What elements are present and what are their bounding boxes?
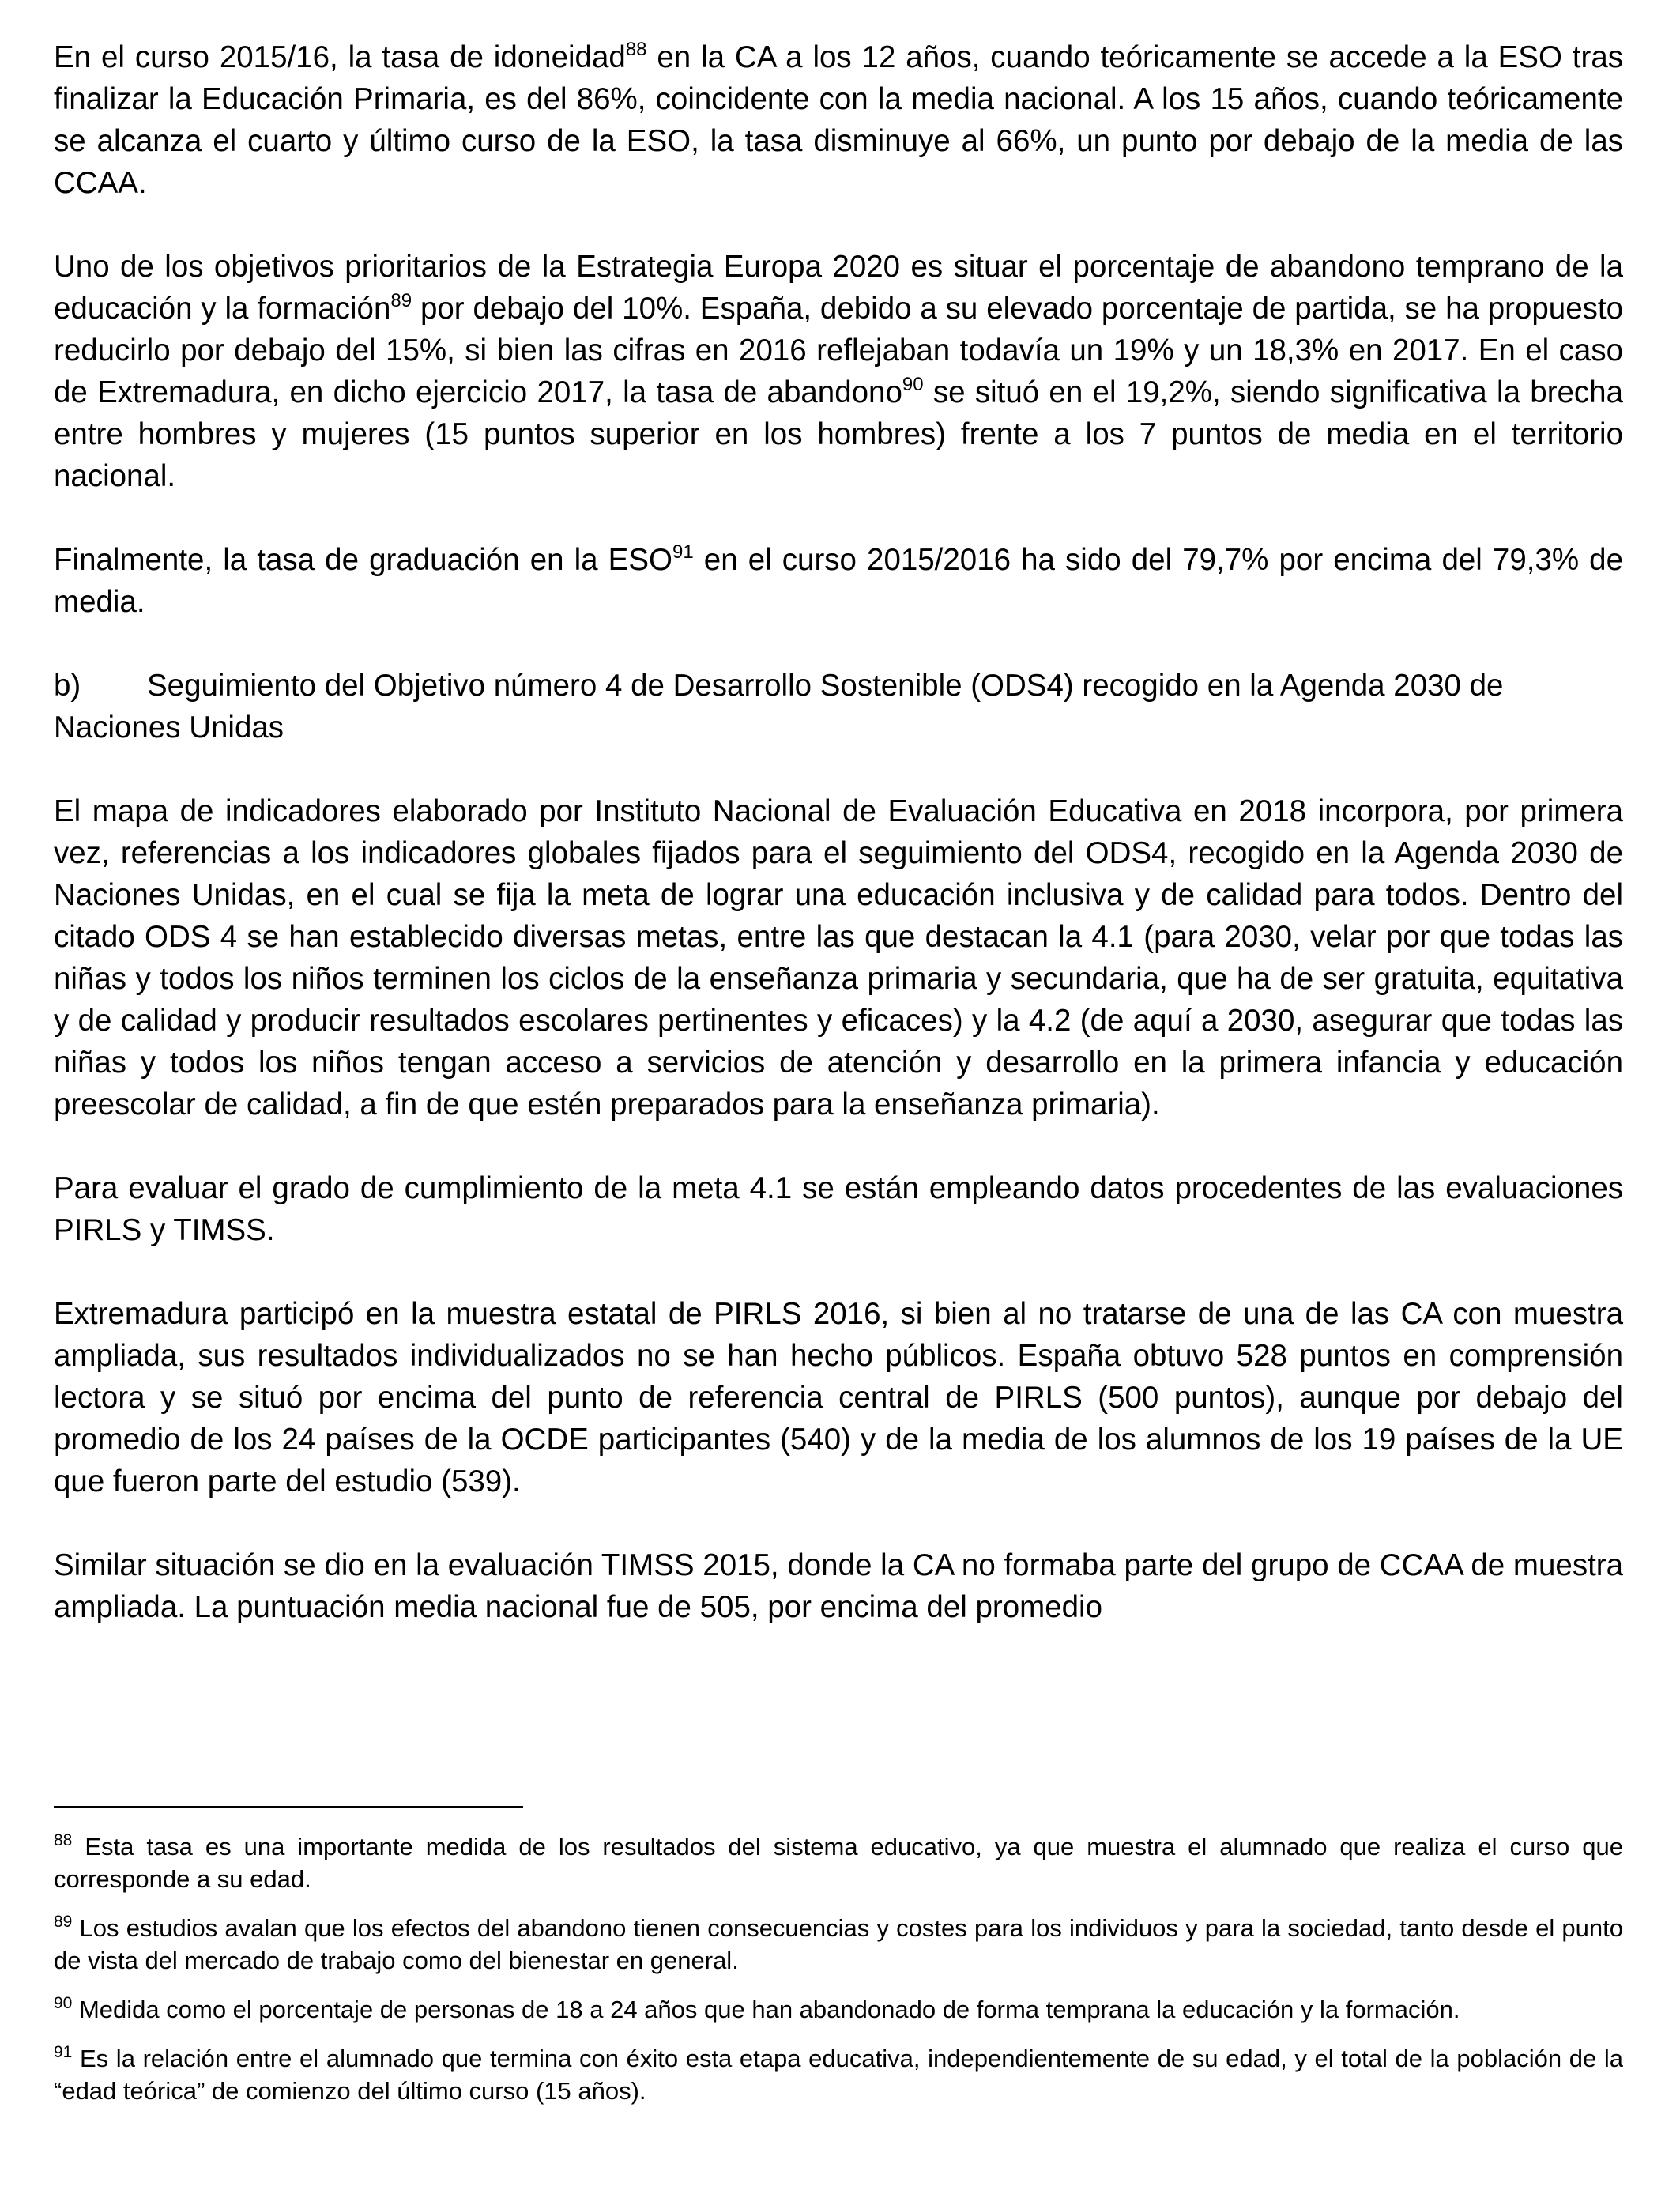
paragraph-text: Finalmente, la tasa de graduación en la ESO xyxy=(54,543,672,577)
section-letter: b) xyxy=(54,669,81,703)
footnote-ref-90[interactable]: 90 xyxy=(902,374,924,395)
footnote-text: Es la relación entre el alumnado que termina con éxito esta etapa educativa, independientemente de su edad, y el total de la población de la “edad teórica” de comienzo del último curso (15 años). xyxy=(54,2045,1623,2105)
paragraph-graduacion xyxy=(54,539,1623,623)
paragraph-text: en la CA a los 12 años, cuando teóricamente se accede a la ESO tras finalizar la Educación Primaria, es del 86%, coincidente con la media nacional. A los 15 años, cuando teóricamente se alcanza el cuarto y último curso de la ESO, la tasa disminuye al 66%, un punto por debajo de la media de las CCAA. xyxy=(54,40,1623,200)
footnotes xyxy=(54,1830,1623,2124)
footnote-text: Los estudios avalan que los efectos del abandono tienen consecuencias y costes para los individuos y para la sociedad, tanto desde el punto de vista del mercado de trabajo como del bienestar en general. xyxy=(54,1914,1623,1974)
footnote-ref-91[interactable]: 91 xyxy=(672,541,694,563)
paragraph-text: En el curso 2015/16, la tasa de idoneidad xyxy=(54,40,626,74)
footnote-text: Esta tasa es una importante medida de los resultados del sistema educativo, ya que muestra el alumnado que realiza el curso que corresponde a su edad. xyxy=(54,1833,1623,1893)
paragraph-text: Uno de los objetivos prioritarios de la Estrategia Europa 2020 es situar el porcentaje de abandono temprano de la educación y la formación xyxy=(54,250,1623,326)
section-heading-b xyxy=(54,665,1623,748)
footnote-90 xyxy=(54,1993,1623,2026)
paragraph-mapa-indicadores: El mapa de indicadores elaborado por Instituto Nacional de Evaluación Educativa en 2018 incorpora, por primera vez, referencias a los indicadores globales fijados para el seguimiento del ODS4, recogido en la Agenda 2030 de Naciones Unidas, en el cual se fija la meta de lograr una educación inclusiva y de calidad para todos. Dentro del citado ODS 4 se han establecido diversas metas, entre las que destacan la 4.1 (para 2030, velar por que todas las niñas y todos los niños terminen los ciclos de la enseñanza primaria y secundaria, que ha de ser gratuita, equitativa y de calidad y producir resultados escolares pertinentes y eficaces) y la 4.2 (de aquí a 2030, asegurar que todas las niñas y todos los niños tengan acceso a servicios de atención y desarrollo en la primera infancia y educación preescolar de calidad, a fin de que estén preparados para la enseñanza primaria). xyxy=(54,794,1623,1122)
paragraph-text: se situó en el 19,2%, siendo significativa la brecha entre hombres y mujeres (15 puntos superior en los hombres) frente a los 7 puntos de media en el territorio nacional. xyxy=(54,375,1623,493)
paragraph-idoneidad xyxy=(54,36,1623,204)
body-text xyxy=(54,36,1623,1628)
paragraph-abandono xyxy=(54,246,1623,497)
footnote-91 xyxy=(54,2042,1623,2107)
paragraph-pirls: Extremadura participó en la muestra estatal de PIRLS 2016, si bien al no tratarse de una de las CA con muestra ampliada, sus resultados individualizados no se han hecho públicos. España obtuvo 528 puntos en comprensión lectora y se situó por encima del punto de referencia central de PIRLS (500 puntos), aunque por debajo del promedio de los 24 países de la OCDE participantes (540) y de la media de los alumnos de los 19 países de la UE que fueron parte del estudio (539). xyxy=(54,1297,1623,1498)
footnote-number: 90 xyxy=(54,1994,73,2012)
footnote-88 xyxy=(54,1830,1623,1895)
footnote-text: Medida como el porcentaje de personas de 18 a 24 años que han abandonado de forma temprana la educación y la formación. xyxy=(72,1996,1460,2023)
footnote-ref-88[interactable]: 88 xyxy=(625,39,647,60)
footnote-number: 91 xyxy=(54,2043,73,2061)
footnote-number: 88 xyxy=(54,1831,73,1849)
paragraph-text: en el curso 2015/2016 ha sido del 79,7% por encima del 79,3% de media. xyxy=(54,543,1624,619)
footnote-ref-89[interactable]: 89 xyxy=(390,290,412,311)
section-title: Seguimiento del Objetivo número 4 de Desarrollo Sostenible (ODS4) recogido en la Agenda 2030 de Naciones Unidas xyxy=(54,669,1504,745)
footnote-number: 89 xyxy=(54,1913,73,1931)
footnote-89 xyxy=(54,1912,1623,1977)
footnote-separator xyxy=(54,1806,523,1808)
paragraph-meta-4-1: Para evaluar el grado de cumplimiento de la meta 4.1 se están empleando datos procedentes de las evaluaciones PIRLS y TIMSS. xyxy=(54,1171,1623,1247)
paragraph-timss: Similar situación se dio en la evaluación TIMSS 2015, donde la CA no formaba parte del grupo de CCAA de muestra ampliada. La puntuación media nacional fue de 505, por encima del promedio xyxy=(54,1548,1623,1624)
paragraph-text: por debajo del 10%. España, debido a su elevado porcentaje de partida, se ha propuesto reducirlo por debajo del 15%, si bien las cifras en 2016 reflejaban todavía un 19% y un 18,3% en 2017. En el caso de Extremadura, en dicho ejercicio 2017, la tasa de abandono xyxy=(54,292,1623,409)
